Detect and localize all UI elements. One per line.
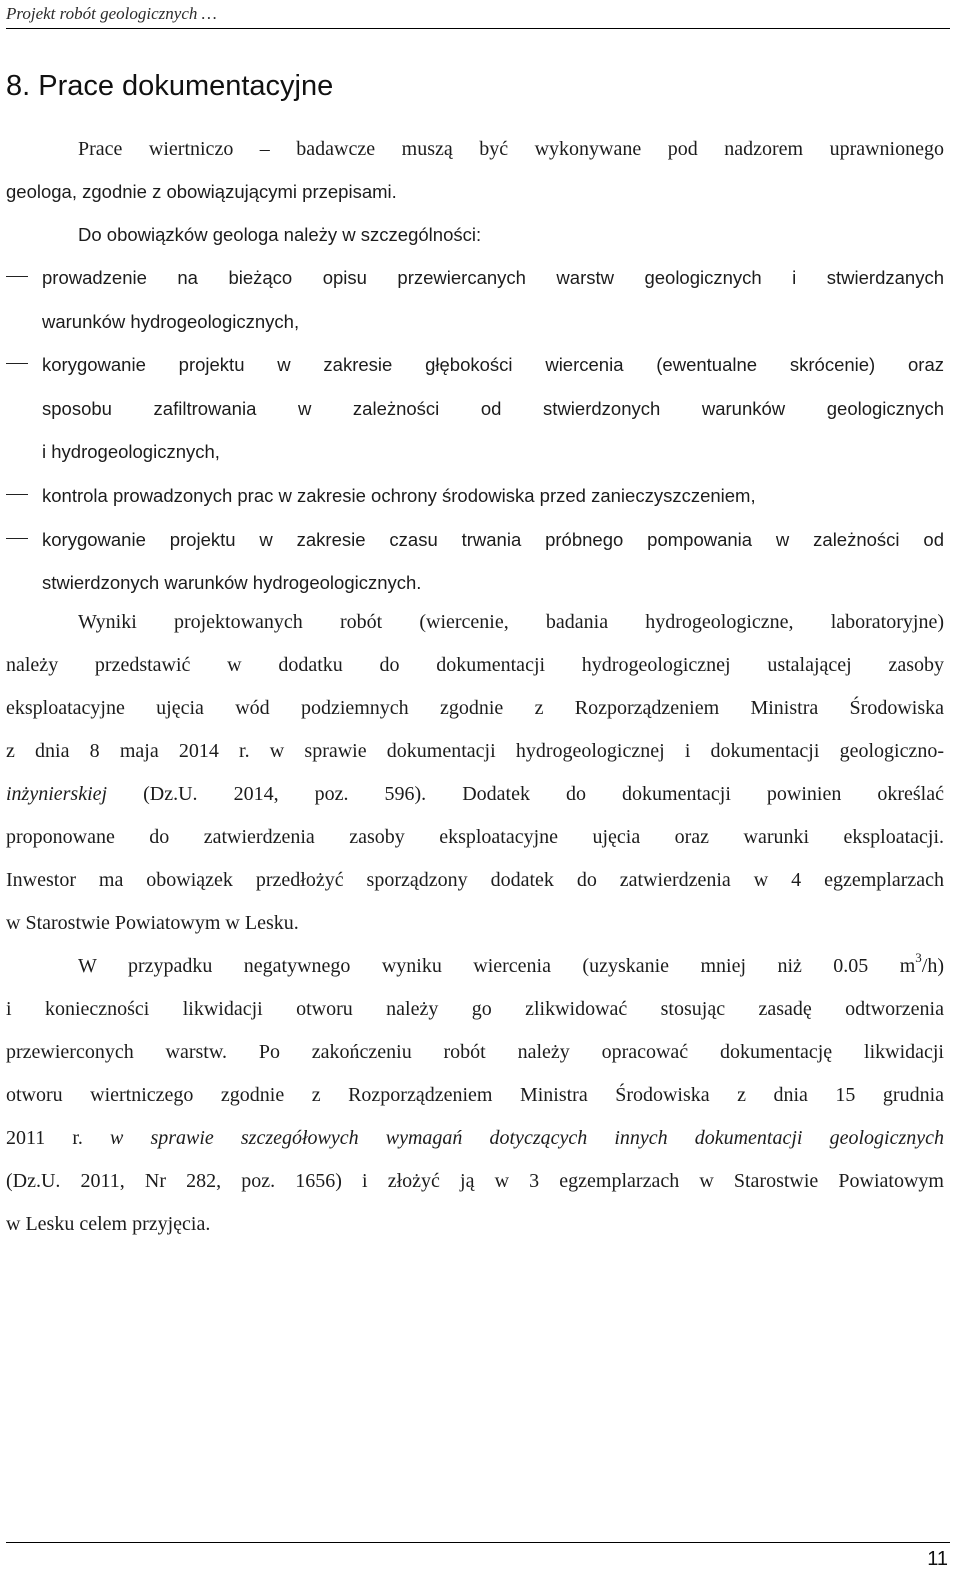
regulation-citation: (Dz.U. 2014, poz. 596). Dodatek do dokumentacji powinien określać — [107, 783, 944, 805]
bullet-4-line-2: stwierdzonych warunków hydrogeologicznych. — [42, 572, 422, 593]
regulation-title-italic: w sprawie szczegółowych wymagań dotyczących innych dokumentacji geologicznych — [110, 1127, 944, 1149]
paragraph-3-line-5 — [6, 1125, 944, 1151]
bullet-1-line-2: warunków hydrogeologicznych, — [42, 311, 300, 332]
dash-bullet-icon — [6, 538, 28, 539]
footer-rule — [6, 1542, 950, 1543]
paragraph-2-line-2: należy przedstawić w dodatku do dokumentacji hydrogeologicznej ustalającej zasoby — [6, 654, 944, 676]
paragraph-3-line-4: otworu wiertniczego zgodnie z Rozporządzeniem Ministra Środowiska z dnia 15 grudnia — [6, 1084, 944, 1106]
paragraph-2-line-7: Inwestor ma obowiązek przedłożyć sporządzony dodatek do zatwierdzenia w 4 egzemplarzach — [6, 869, 944, 891]
date-text: 2011 r. — [6, 1127, 111, 1149]
bullet-2-line-1: korygowanie projektu w zakresie głębokości wiercenia (ewentualne skrócenie) oraz — [42, 354, 944, 375]
paragraph-2-line-1: Wyniki projektowanych robót (wiercenie, badania hydrogeologiczne, laboratoryjne) — [78, 611, 944, 633]
running-header — [6, 4, 950, 29]
paragraph-1-line-2: geologa, zgodnie z obowiązującymi przepisami. — [6, 181, 397, 202]
dash-bullet-icon — [6, 494, 28, 495]
paragraph-3-line-6: (Dz.U. 2011, Nr 282, poz. 1656) i złożyć ją w 3 egzemplarzach w Starostwie Powiatowym — [6, 1170, 944, 1192]
flow-unit-suffix: /h) — [921, 955, 944, 977]
page-number: 11 — [927, 1548, 948, 1570]
bullet-2-line-3: i hydrogeologicznych, — [42, 441, 220, 462]
paragraph-3-line-1 — [78, 950, 944, 979]
paragraph-1-line-1: Prace wiertniczo – badawcze muszą być wykonywane pod nadzorem uprawnionego — [78, 138, 944, 160]
cubic-superscript: 3 — [915, 950, 922, 966]
paragraph-2-line-3: eksploatacyjne ujęcia wód podziemnych zgodnie z Rozporządzeniem Ministra Środowiska — [6, 697, 944, 719]
paragraph-3-line-3: przewierconych warstw. Po zakończeniu robót należy opracować dokumentację likwidacji — [6, 1041, 944, 1063]
bullet-3-line-1: kontrola prowadzonych prac w zakresie ochrony środowiska przed zanieczyszczeniem, — [42, 485, 756, 506]
paragraph-3-line-2: i konieczności likwidacji otworu należy go zlikwidować stosując zasadę odtworzenia — [6, 998, 944, 1020]
section-title: 8. Prace dokumentacyjne — [6, 70, 334, 102]
paragraph-2-line-4: z dnia 8 maja 2014 r. w sprawie dokumentacji hydrogeologicznej i dokumentacji geologiczno- — [6, 740, 944, 762]
running-header-title: Projekt robót geologicznych … — [6, 4, 217, 23]
dash-bullet-icon — [6, 276, 28, 277]
duties-intro: Do obowiązków geologa należy w szczególności: — [78, 224, 482, 245]
paragraph-2-line-6: proponowane do zatwierdzenia zasoby eksploatacyjne ujęcia oraz warunki eksploatacji. — [6, 826, 944, 848]
regulation-title-italic: inżynierskiej — [6, 783, 108, 805]
bullet-2-line-2: sposobu zafiltrowania w zależności od stwierdzonych warunków geologicznych — [42, 398, 944, 419]
bullet-1-line-1: prowadzenie na bieżąco opisu przewiercanych warstw geologicznych i stwierdzanych — [42, 267, 944, 288]
dash-bullet-icon — [6, 363, 28, 364]
paragraph-2-line-5 — [6, 781, 944, 807]
bullet-4-line-1: korygowanie projektu w zakresie czasu trwania próbnego pompowania w zależności od — [42, 529, 944, 550]
paragraph-2-line-8: w Starostwie Powiatowym w Lesku. — [6, 912, 299, 934]
negative-result-text: W przypadku negatywnego wyniku wiercenia (uzyskanie mniej niż 0.05 m — [78, 955, 916, 977]
paragraph-3-line-7: w Lesku celem przyjęcia. — [6, 1213, 211, 1235]
